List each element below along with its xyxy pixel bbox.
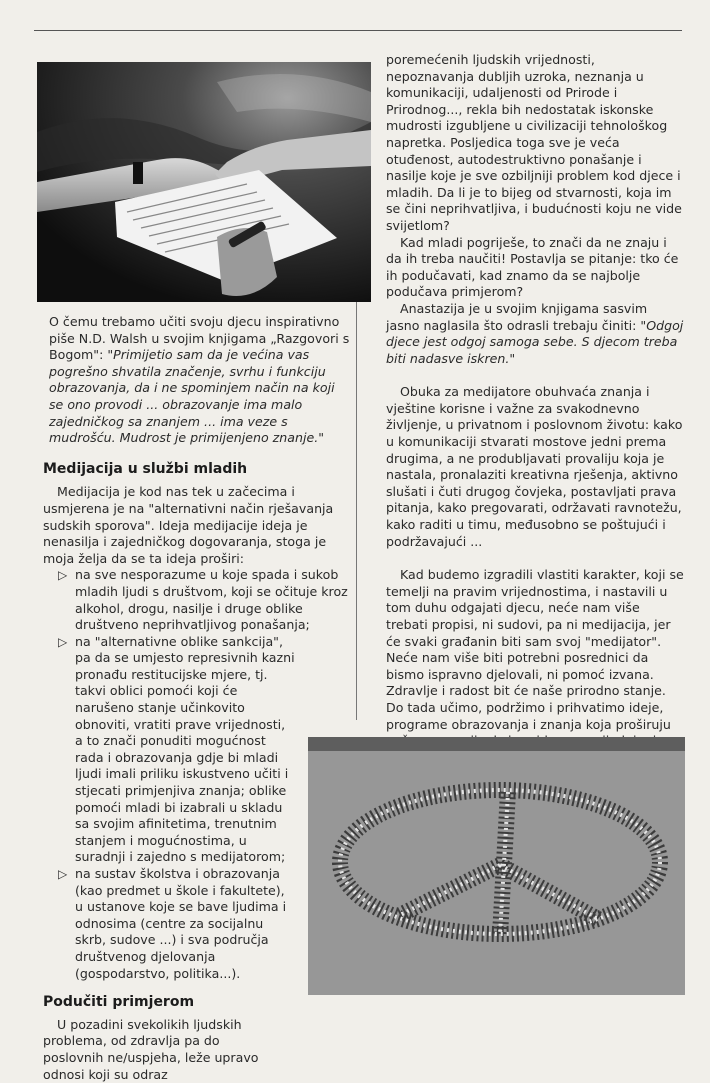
right-paragraph-1: poremećenih ljudskih vrijednosti, nepoznavanja dubljih uzroka, neznanja u komunikaciji, udaljenosti od Prirode i Prirodnog..., rekla bih nedostatak iskonske mudrosti izgubljene u civilizaciji tehnološkog napretka. Posljedica toga sve je veća otuđenost, autodestruktivno ponašanje i nasilje koje je sve ozbiljniji problem kod djece i mladih. Da li je to bijeg od stvarnosti, koja im se čini neprihvatljiva, i budućnosti koju ne vide svijetlom? [386, 52, 682, 233]
anastazija-text: Anastazija je u svojim knjigama sasvim jasno naglasila što odrasli trebaju činiti: [386, 300, 648, 333]
medijacija-paragraph: Medijacija je kod nas tek u začecima i usmjerena je na "alternativni način rješavanja sudskih sporova". Ideja medijacije ideja je nenasilja i zajedničkog dogovaranja, stoga je moja želja da se ta ideja proširi: [43, 484, 334, 566]
list-item-text: na sustav školstva i obrazovanja (kao predmet u škole i fakultete), u ustanove koje se bave ljudima i odnosima (centre za socijalnu skrb, sudove ...) i sva područja društvenog djelovanja (gospodarstvo, politika...). [75, 866, 287, 981]
triangle-right-outline-icon: ▷ [58, 634, 68, 649]
column-divider [356, 300, 357, 720]
triangle-right-outline-icon: ▷ [58, 867, 68, 881]
right-paragraph-5: Kad budemo izgradili vlastiti karakter, koji se temelji na pravim vrijednostima, i nastavili u tom duhu odgajati djecu, neće nam više trebati propisi, ni sudovi, pa ni medijacija, jer će svaki građanin biti sam svoj "medijator". Neće nam više biti potrebni posrednici da bismo ispravno djelovali, ni pomoć izvana. Zdravlje i radost bit će naše prirodno stanje. Do tada učimo, podržimo i prihvatimo ideje, programe obrazovanja i znanja koja proširuju [386, 567, 684, 732]
bullet-list [43, 567, 351, 982]
left-column [43, 314, 351, 1083]
right-column [386, 52, 684, 826]
right-paragraph-3 [386, 301, 684, 367]
right-paragraph-2: Kad mladi pogriješe, to znači da ne znaju i da ih treba naučiti! Postavlja se pitanje: tko će ih podučavati, kad znamo da se najbolje podučava primjerom? [386, 234, 679, 300]
triangle-right-outline-icon: ▷ [58, 568, 68, 583]
list-item [58, 634, 295, 866]
list-item [58, 866, 295, 982]
intro-paragraph [43, 314, 351, 447]
heading-medijacija: Medijacija u službi mladih [43, 460, 248, 477]
list-item-text: na sve nesporazume u koje spada i sukob mladih ljudi s društvom, koji se očituje kroz alkohol, drogu, nasilje i druge oblike društveno neprihvatljivog ponašanja; [75, 567, 348, 633]
poduciti-paragraph: U pozadini svekolikih ljudskih problema, od zdravlja pa do poslovnih ne/uspjeha, leže upravo odnosi koji su odraz [43, 1016, 259, 1082]
top-rule [34, 30, 682, 31]
intro-text: O čemu trebamo učiti svoju djecu inspirativno piše N.D. Walsh u svojim knjigama „Razgovori s Bogom": [49, 314, 350, 363]
list-item [58, 567, 351, 633]
walsh-quote: "Primijetio sam da je većina vas pogrešno shvatila značenje, svrhu i funkciju obrazovanja, da i ne spominjem način na koji se ono provodi ... obrazovanje ima malo zajedničkog sa znanjem ... ima veze s mudrošću. Mudrost je primijenjeno znanje." [49, 347, 335, 446]
list-item-text: na "alternativne oblike sankcija", pa da se umjesto represivnih kazni pronađu restitucijske mjere, tj. takvi oblici pomoći koji će narušeno stanje učinkovito obnoviti, vratiti prave vrijednosti, a to znači ponuditi mogućnost rada i obrazovanja gdje bi mladi ljudi imali priliku iskustveno učiti i stjecati primjenjiva znanja; oblike pomoći mladi bi izabrali u skladu sa svojim afinitetima, trenutnim stanjem i mogućnostima, u suradnji i zajedno s medijatorom; [75, 633, 295, 865]
right-paragraph-4: Obuka za medijatore obuhvaća znanja i vještine korisne i važne za svakodnevno življenje, u privatnom i poslovnom životu: kako u komunikaciji stvarati mostove jedni prema drugima, a ne produbljavati provaliju koja je nastala, pronalaziti kreativna rješenja, aktivno slušati i čuti drugog čovjeka, postavljati prava pitanja, kako pregovarati, održavati ravnotežu, kako raditi u timu, međusobno se poštujući i podržavajući ... [386, 384, 683, 549]
handshake-photo [37, 62, 371, 302]
anastazija-quote: "Odgoj djece jest odgoj samoga sebe. S djecom treba biti nadasve iskren." [386, 317, 684, 366]
peace-sign-crowd-photo [308, 737, 685, 995]
heading-poduciti: Podučiti primjerom [43, 994, 195, 1011]
